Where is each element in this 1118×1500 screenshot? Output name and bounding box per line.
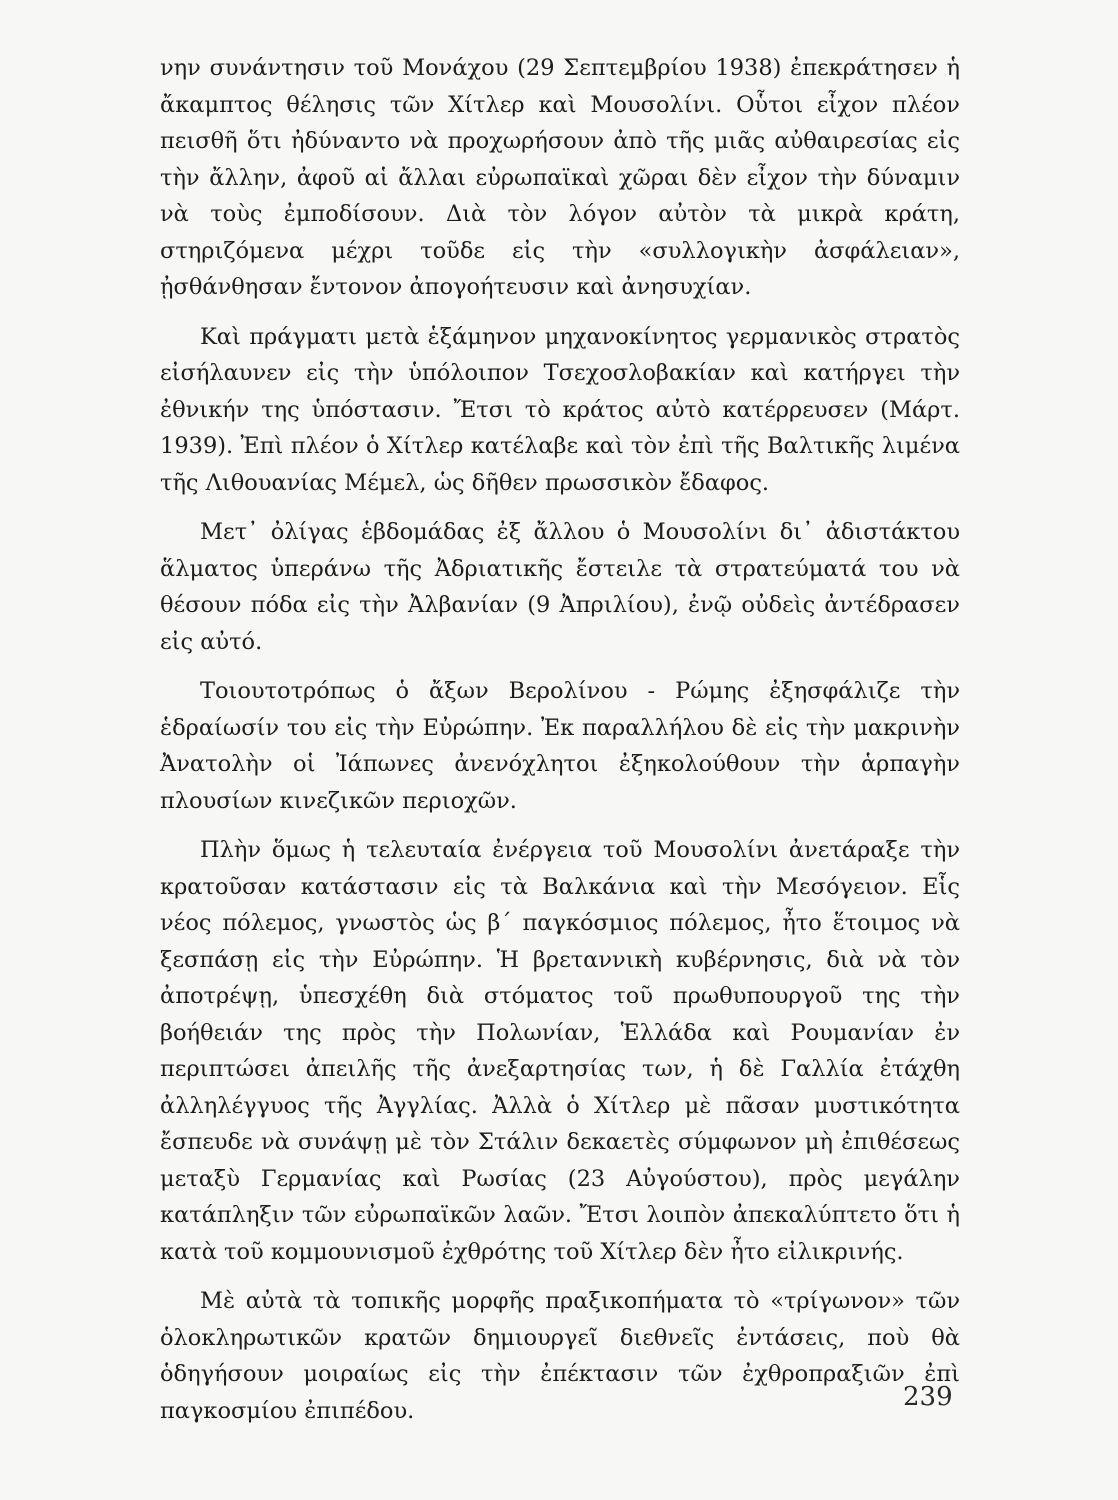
paragraph-3: Μετ᾽ ὀλίγας ἑβδομάδας ἐξ ἄλλου ὁ Μουσολίνι δι᾽ ἀδιστάκτου ἅλματος ὑπεράνω τῆς Ἀδριατικῆς ἔστειλε τὰ στρατεύματά του νὰ θέσουν πόδα εἰς τὴν Ἀλβανίαν (9 Ἀπριλίου), ἐνῷ οὐδεὶς ἀντέδρασεν εἰς αὐτό. [160,519,960,655]
paragraph-2: Καὶ πράγματι μετὰ ἑξάμηνον μηχανοκίνητος γερμανικὸς στρατὸς εἰσήλαυνεν εἰς τὴν ὑπόλοιπον Τσεχοσλοβακίαν καὶ κατήργει τὴν ἐθνικήν της ὑπόστασιν. Ἔτσι τὸ κράτος αὐτὸ κατέρρευσεν (Μάρτ. 1939). Ἐπὶ πλέον ὁ Χίτλερ κατέλαβε καὶ τὸν ἐπὶ τῆς Βαλτικῆς λιμένα τῆς Λιθουανίας Μέμελ, ὡς δῆθεν πρωσσικὸν ἔδαφος. [160,323,960,496]
page-number: 239 [903,1382,953,1412]
body-text [160,50,960,1442]
paragraph-1: νην συνάντησιν τοῦ Μονάχου (29 Σεπτεμβρίου 1938) ἐπεκράτησεν ἡ ἄκαμπτος θέλησις τῶν Χίτλερ καὶ Μουσολίνι. Οὗτοι εἶχον πλέον πεισθῆ ὅτι ἠδύναντο νὰ προχωρήσουν ἀπὸ τῆς μιᾶς αὐθαιρεσίας εἰς τὴν ἄλλην, ἀφοῦ αἱ ἄλλαι εὐρωπαϊκαὶ χῶραι δὲν εἶχον τὴν δύναμιν νὰ τοὺς ἐμποδίσουν. Διὰ τὸν λόγον αὐτὸν τὰ μικρὰ κράτη, στηριζόμενα μέχρι τοῦδε εἰς τὴν «συλλογικὴν ἀσφάλειαν», ᾐσθάνθησαν ἔντονον ἀπογοήτευσιν καὶ ἀνησυχίαν. [160,55,960,300]
paragraph-5: Πλὴν ὅμως ἡ τελευταία ἐνέργεια τοῦ Μουσολίνι ἀνετάραξε τὴν κρατοῦσαν κατάστασιν εἰς τὰ Βαλκάνια καὶ τὴν Μεσόγειον. Εἷς νέος πόλεμος, γνωστὸς ὡς β΄ παγκόσμιος πόλεμος, ἦτο ἕτοιμος νὰ ξεσπάσῃ εἰς τὴν Εὐρώπην. Ἡ βρεταννικὴ κυβέρνησις, διὰ νὰ τὸν ἀποτρέψῃ, ὑπεσχέθη διὰ στόματος τοῦ πρωθυπουργοῦ της τὴν βοήθειάν της πρὸς τὴν Πολωνίαν, Ἑλλάδα καὶ Ρουμανίαν ἐν περιπτώσει ἀπειλῆς τῆς ἀνεξαρτησίας των, ἡ δὲ Γαλλία ἐτάχθη ἀλληλέγγυος τῆς Ἀγγλίας. Ἀλλὰ ὁ Χίτλερ μὲ πᾶσαν μυστικότητα ἔσπευδε νὰ συνάψῃ μὲ τὸν Στάλιν δεκαετὲς σύμφωνον μὴ ἐπιθέσεως μεταξὺ Γερμανίας καὶ Ρωσίας (23 Αὐγούστου), πρὸς μεγάλην κατάπληξιν τῶν εὐρωπαϊκῶν λαῶν. Ἔτσι λοιπὸν ἀπεκαλύπτετο ὅτι ἡ κατὰ τοῦ κομμουνισμοῦ ἐχθρότης τοῦ Χίτλερ δὲν ἦτο εἰλικρινής. [160,837,960,1265]
paragraph-4: Τοιουτοτρόπως ὁ ἄξων Βερολίνου - Ρώμης ἐξησφάλιζε τὴν ἑδραίωσίν του εἰς τὴν Εὐρώπην. Ἐκ παραλλήλου δὲ εἰς τὴν μακρινὴν Ἀνατολὴν οἱ Ἰάπωνες ἀνενόχλητοι ἐξηκολούθουν τὴν ἁρπαγὴν πλουσίων κινεζικῶν περιοχῶν. [160,678,960,814]
paragraph-6: Μὲ αὐτὰ τὰ τοπικῆς μορφῆς πραξικοπήματα τὸ «τρίγωνον» τῶν ὁλοκληρωτικῶν κρατῶν δημιουργεῖ διεθνεῖς ἐντάσεις, ποὺ θὰ ὁδηγήσουν μοιραίως εἰς τὴν ἐπέκτασιν τῶν ἐχθροπραξιῶν ἐπὶ παγκοσμίου ἐπιπέδου. [160,1288,960,1424]
